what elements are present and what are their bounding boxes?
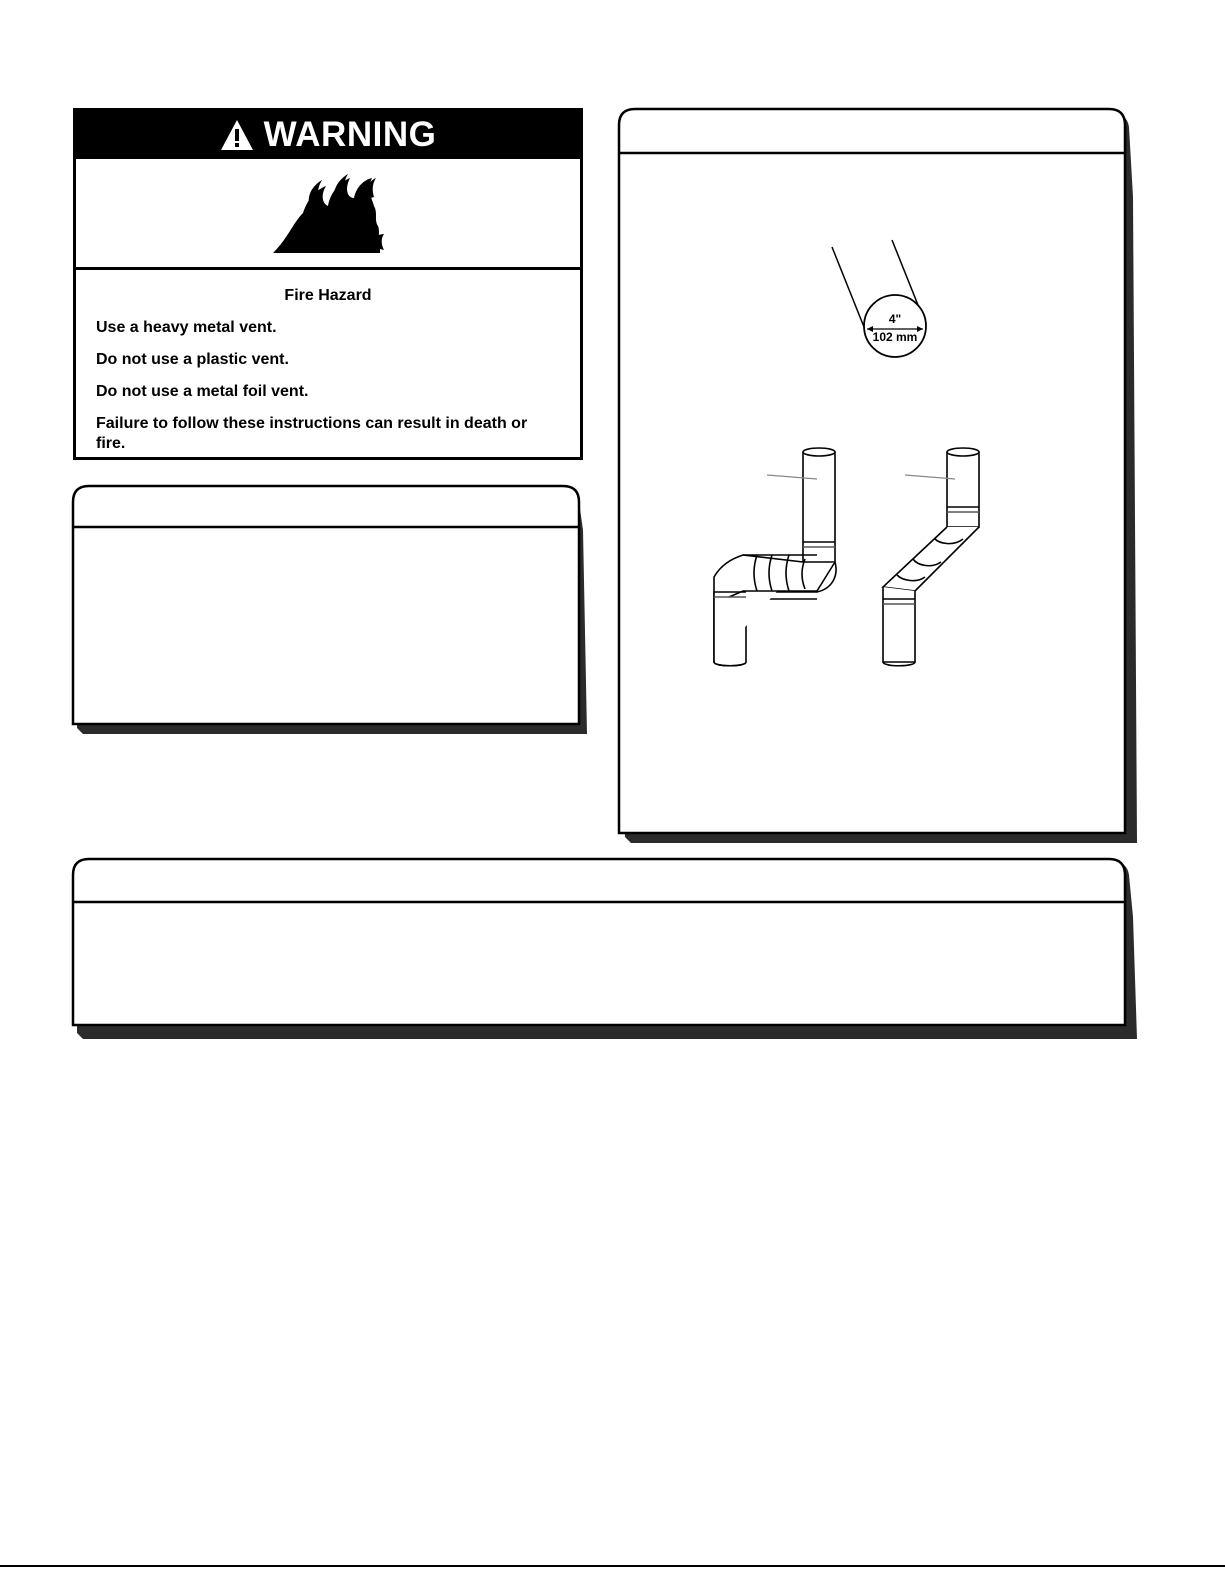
diameter-inches-label: 4" [888, 312, 902, 326]
page-footer-rule [0, 1565, 1225, 1567]
warning-box [73, 108, 583, 460]
warning-triangle-icon [220, 119, 254, 151]
warning-body [76, 270, 580, 454]
warning-line: Use a heavy metal vent. [96, 319, 277, 336]
warning-line: Do not use a plastic vent. [96, 351, 289, 368]
hazard-title: Fire Hazard [284, 287, 372, 304]
warning-header [76, 111, 580, 159]
vent-diagram-panel [617, 107, 1137, 847]
fire-symbol-panel [76, 159, 580, 270]
warning-title: WARNING [263, 115, 437, 154]
fire-hazard-icon [268, 168, 388, 258]
info-panel-bottom [71, 857, 1137, 1042]
vent-diagram [617, 107, 1137, 847]
warning-line: Failure to follow these instructions can result in death or fire. [96, 415, 528, 452]
diameter-mm-label: 102 mm [872, 330, 918, 344]
info-panel-left [71, 484, 591, 739]
warning-line: Do not use a metal foil vent. [96, 383, 309, 400]
